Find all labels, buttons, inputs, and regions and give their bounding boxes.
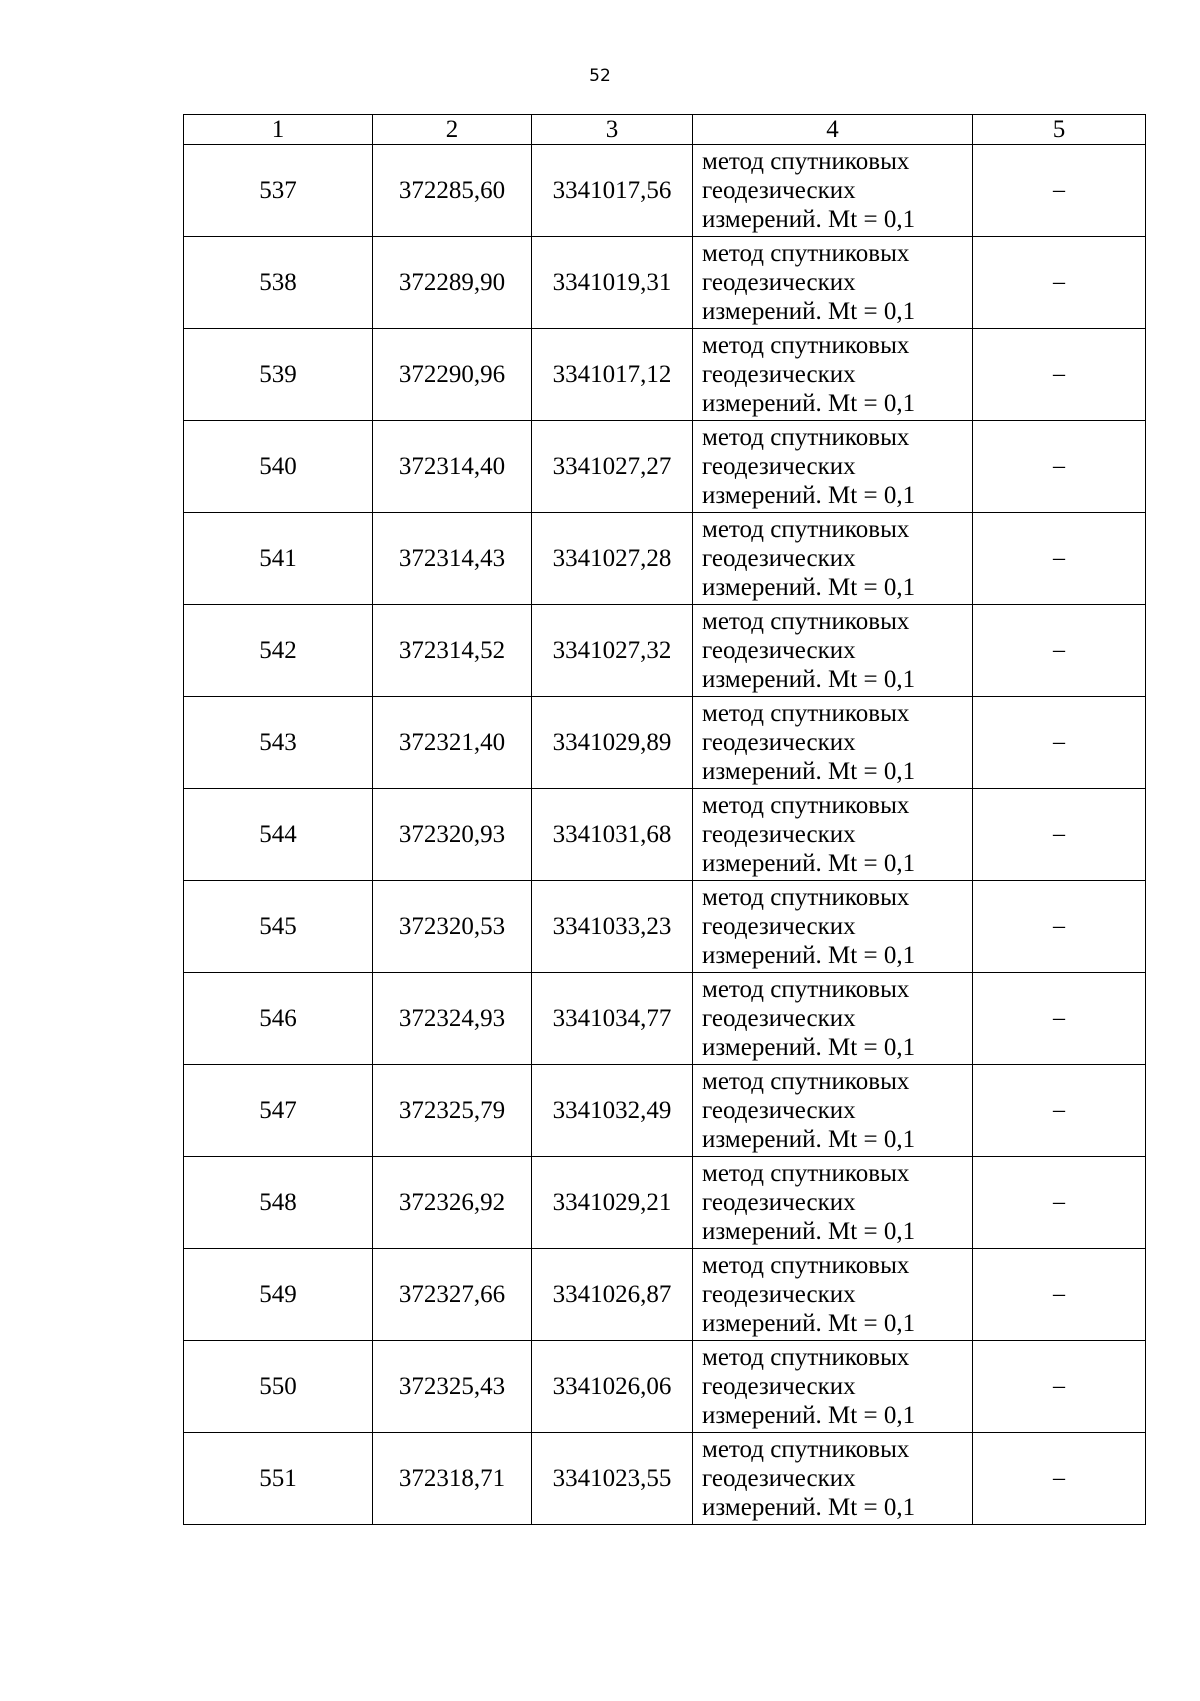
method-line: измерений. Mt = 0,1 bbox=[702, 574, 916, 601]
note-cell: – bbox=[973, 973, 1146, 1065]
method-cell bbox=[693, 697, 973, 789]
method-cell bbox=[693, 605, 973, 697]
table-row bbox=[184, 1433, 1146, 1525]
method-line: измерений. Mt = 0,1 bbox=[702, 1402, 916, 1429]
x-coordinate-cell: 372314,40 bbox=[373, 421, 532, 513]
method-cell bbox=[693, 1433, 973, 1525]
method-cell bbox=[693, 513, 973, 605]
table-row bbox=[184, 1341, 1146, 1433]
table-row bbox=[184, 145, 1146, 237]
point-number-cell: 547 bbox=[184, 1065, 373, 1157]
method-line: измерений. Mt = 0,1 bbox=[702, 1310, 916, 1337]
y-coordinate-cell: 3341019,31 bbox=[532, 237, 693, 329]
method-line: метод спутниковых bbox=[702, 1160, 910, 1187]
method-line: метод спутниковых bbox=[702, 608, 910, 635]
table-row bbox=[184, 789, 1146, 881]
note-cell: – bbox=[973, 1433, 1146, 1525]
y-coordinate-cell: 3341031,68 bbox=[532, 789, 693, 881]
method-cell bbox=[693, 973, 973, 1065]
method-cell bbox=[693, 881, 973, 973]
method-cell bbox=[693, 789, 973, 881]
point-number-cell: 540 bbox=[184, 421, 373, 513]
y-coordinate-cell: 3341027,28 bbox=[532, 513, 693, 605]
table-body bbox=[184, 145, 1146, 1525]
column-header-1: 1 bbox=[184, 115, 373, 145]
method-line: измерений. Mt = 0,1 bbox=[702, 850, 916, 877]
point-number-cell: 549 bbox=[184, 1249, 373, 1341]
method-line: геодезических bbox=[702, 1189, 856, 1216]
method-line: метод спутниковых bbox=[702, 884, 910, 911]
y-coordinate-cell: 3341026,06 bbox=[532, 1341, 693, 1433]
method-line: измерений. Mt = 0,1 bbox=[702, 758, 916, 785]
page-number: 52 bbox=[589, 66, 611, 86]
y-coordinate-cell: 3341034,77 bbox=[532, 973, 693, 1065]
table-row bbox=[184, 421, 1146, 513]
note-cell: – bbox=[973, 881, 1146, 973]
x-coordinate-cell: 372321,40 bbox=[373, 697, 532, 789]
note-cell: – bbox=[973, 513, 1146, 605]
method-cell bbox=[693, 329, 973, 421]
method-line: метод спутниковых bbox=[702, 240, 910, 267]
point-number-cell: 541 bbox=[184, 513, 373, 605]
method-line: геодезических bbox=[702, 1465, 856, 1492]
method-line: метод спутниковых bbox=[702, 148, 910, 175]
y-coordinate-cell: 3341017,12 bbox=[532, 329, 693, 421]
table-row bbox=[184, 1157, 1146, 1249]
method-line: метод спутниковых bbox=[702, 516, 910, 543]
x-coordinate-cell: 372326,92 bbox=[373, 1157, 532, 1249]
x-coordinate-cell: 372318,71 bbox=[373, 1433, 532, 1525]
column-header-4: 4 bbox=[693, 115, 973, 145]
method-line: геодезических bbox=[702, 361, 856, 388]
method-line: метод спутниковых bbox=[702, 1436, 910, 1463]
table-row bbox=[184, 605, 1146, 697]
method-line: измерений. Mt = 0,1 bbox=[702, 942, 916, 969]
x-coordinate-cell: 372325,43 bbox=[373, 1341, 532, 1433]
coordinates-table bbox=[183, 114, 1146, 1525]
table-row bbox=[184, 1065, 1146, 1157]
point-number-cell: 548 bbox=[184, 1157, 373, 1249]
y-coordinate-cell: 3341027,27 bbox=[532, 421, 693, 513]
method-cell bbox=[693, 145, 973, 237]
method-line: геодезических bbox=[702, 269, 856, 296]
column-header-5: 5 bbox=[973, 115, 1146, 145]
y-coordinate-cell: 3341032,49 bbox=[532, 1065, 693, 1157]
table-row bbox=[184, 329, 1146, 421]
y-coordinate-cell: 3341027,32 bbox=[532, 605, 693, 697]
method-cell bbox=[693, 1065, 973, 1157]
method-line: измерений. Mt = 0,1 bbox=[702, 1218, 916, 1245]
method-line: метод спутниковых bbox=[702, 1252, 910, 1279]
point-number-cell: 542 bbox=[184, 605, 373, 697]
method-line: измерений. Mt = 0,1 bbox=[702, 298, 916, 325]
x-coordinate-cell: 372320,93 bbox=[373, 789, 532, 881]
point-number-cell: 550 bbox=[184, 1341, 373, 1433]
method-cell bbox=[693, 1249, 973, 1341]
method-line: геодезических bbox=[702, 729, 856, 756]
y-coordinate-cell: 3341033,23 bbox=[532, 881, 693, 973]
note-cell: – bbox=[973, 1249, 1146, 1341]
table-row bbox=[184, 697, 1146, 789]
method-cell bbox=[693, 421, 973, 513]
method-line: измерений. Mt = 0,1 bbox=[702, 1126, 916, 1153]
note-cell: – bbox=[973, 1157, 1146, 1249]
column-header-3: 3 bbox=[532, 115, 693, 145]
table-row bbox=[184, 237, 1146, 329]
method-line: измерений. Mt = 0,1 bbox=[702, 206, 916, 233]
note-cell: – bbox=[973, 789, 1146, 881]
method-line: геодезических bbox=[702, 1281, 856, 1308]
point-number-cell: 551 bbox=[184, 1433, 373, 1525]
method-line: метод спутниковых bbox=[702, 976, 910, 1003]
method-cell bbox=[693, 1341, 973, 1433]
y-coordinate-cell: 3341029,21 bbox=[532, 1157, 693, 1249]
x-coordinate-cell: 372290,96 bbox=[373, 329, 532, 421]
method-line: геодезических bbox=[702, 177, 856, 204]
note-cell: – bbox=[973, 1341, 1146, 1433]
note-cell: – bbox=[973, 605, 1146, 697]
method-line: измерений. Mt = 0,1 bbox=[702, 666, 916, 693]
method-line: геодезических bbox=[702, 913, 856, 940]
method-line: метод спутниковых bbox=[702, 700, 910, 727]
method-line: измерений. Mt = 0,1 bbox=[702, 390, 916, 417]
note-cell: – bbox=[973, 421, 1146, 513]
x-coordinate-cell: 372327,66 bbox=[373, 1249, 532, 1341]
column-header-2: 2 bbox=[373, 115, 532, 145]
method-line: геодезических bbox=[702, 1005, 856, 1032]
method-line: измерений. Mt = 0,1 bbox=[702, 482, 916, 509]
note-cell: – bbox=[973, 237, 1146, 329]
method-line: метод спутниковых bbox=[702, 792, 910, 819]
method-line: метод спутниковых bbox=[702, 1068, 910, 1095]
table-row bbox=[184, 881, 1146, 973]
method-line: метод спутниковых bbox=[702, 332, 910, 359]
table-row bbox=[184, 973, 1146, 1065]
method-line: метод спутниковых bbox=[702, 1344, 910, 1371]
x-coordinate-cell: 372285,60 bbox=[373, 145, 532, 237]
point-number-cell: 539 bbox=[184, 329, 373, 421]
note-cell: – bbox=[973, 145, 1146, 237]
x-coordinate-cell: 372325,79 bbox=[373, 1065, 532, 1157]
method-line: геодезических bbox=[702, 453, 856, 480]
method-line: геодезических bbox=[702, 637, 856, 664]
table-row bbox=[184, 1249, 1146, 1341]
point-number-cell: 537 bbox=[184, 145, 373, 237]
method-line: геодезических bbox=[702, 821, 856, 848]
y-coordinate-cell: 3341023,55 bbox=[532, 1433, 693, 1525]
method-line: измерений. Mt = 0,1 bbox=[702, 1494, 916, 1521]
method-line: геодезических bbox=[702, 1373, 856, 1400]
x-coordinate-cell: 372324,93 bbox=[373, 973, 532, 1065]
point-number-cell: 538 bbox=[184, 237, 373, 329]
x-coordinate-cell: 372314,52 bbox=[373, 605, 532, 697]
method-cell bbox=[693, 1157, 973, 1249]
x-coordinate-cell: 372320,53 bbox=[373, 881, 532, 973]
point-number-cell: 546 bbox=[184, 973, 373, 1065]
method-line: геодезических bbox=[702, 1097, 856, 1124]
note-cell: – bbox=[973, 1065, 1146, 1157]
method-line: метод спутниковых bbox=[702, 424, 910, 451]
note-cell: – bbox=[973, 329, 1146, 421]
point-number-cell: 544 bbox=[184, 789, 373, 881]
method-line: геодезических bbox=[702, 545, 856, 572]
y-coordinate-cell: 3341029,89 bbox=[532, 697, 693, 789]
table-header bbox=[184, 115, 1146, 145]
y-coordinate-cell: 3341017,56 bbox=[532, 145, 693, 237]
header-row bbox=[184, 115, 1146, 145]
x-coordinate-cell: 372289,90 bbox=[373, 237, 532, 329]
x-coordinate-cell: 372314,43 bbox=[373, 513, 532, 605]
method-cell bbox=[693, 237, 973, 329]
point-number-cell: 543 bbox=[184, 697, 373, 789]
table-row bbox=[184, 513, 1146, 605]
method-line: измерений. Mt = 0,1 bbox=[702, 1034, 916, 1061]
y-coordinate-cell: 3341026,87 bbox=[532, 1249, 693, 1341]
point-number-cell: 545 bbox=[184, 881, 373, 973]
note-cell: – bbox=[973, 697, 1146, 789]
